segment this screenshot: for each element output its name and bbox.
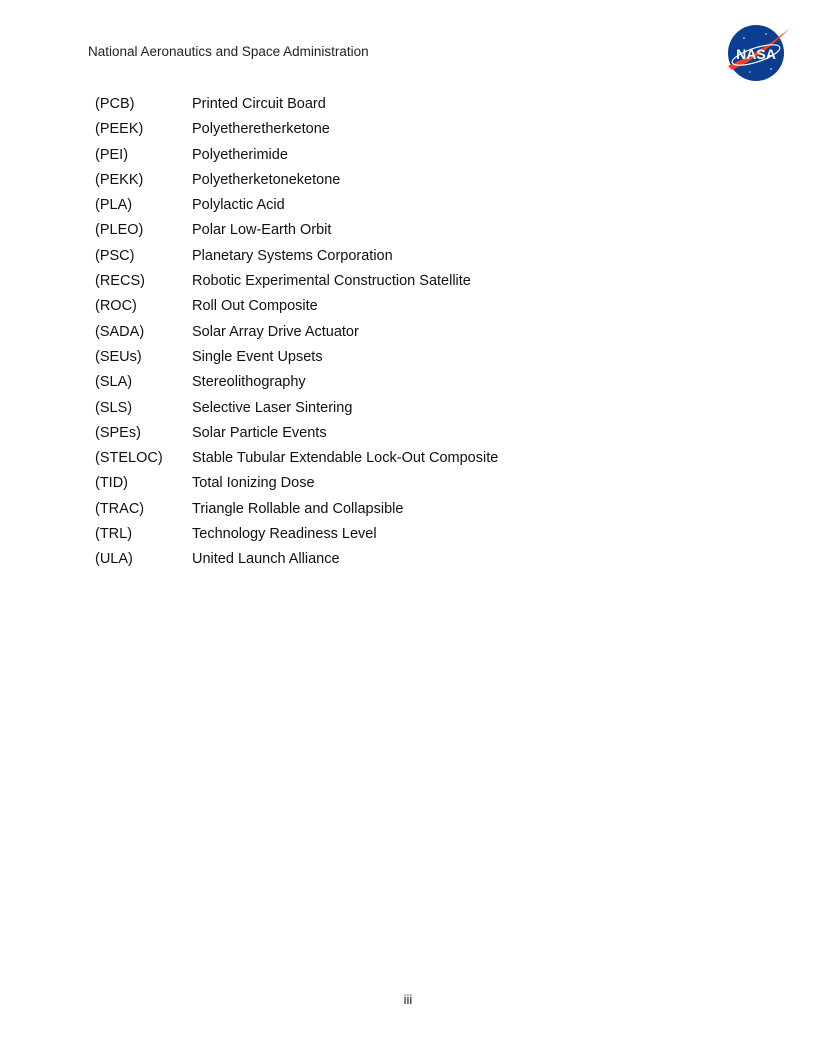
acronym-abbreviation: (TID) bbox=[95, 475, 129, 492]
acronym-definition: Technology Readiness Level bbox=[192, 526, 377, 543]
acronym-abbreviation: (SEUs) bbox=[95, 348, 142, 365]
acronym-definition: Solar Particle Events bbox=[192, 424, 327, 441]
acronym-row bbox=[95, 524, 655, 549]
acronym-row bbox=[95, 473, 655, 498]
acronym-row bbox=[95, 347, 655, 372]
acronym-row bbox=[95, 448, 655, 473]
acronym-definition: Polyetheretherketone bbox=[192, 121, 330, 138]
acronym-definition: United Launch Alliance bbox=[192, 551, 340, 568]
acronym-abbreviation: (ULA) bbox=[95, 551, 133, 568]
acronym-definition: Polyetherimide bbox=[192, 146, 288, 163]
acronym-definition: Solar Array Drive Actuator bbox=[192, 323, 359, 340]
acronym-definition: Planetary Systems Corporation bbox=[192, 247, 393, 264]
acronym-abbreviation: (STELOC) bbox=[95, 450, 163, 467]
acronym-definition: Total Ionizing Dose bbox=[192, 475, 315, 492]
logo-text: NASA bbox=[736, 46, 776, 62]
acronym-abbreviation: (RECS) bbox=[95, 273, 145, 290]
acronym-row bbox=[95, 549, 655, 574]
acronym-list bbox=[95, 94, 655, 575]
acronym-abbreviation: (SLS) bbox=[95, 399, 133, 416]
acronym-row bbox=[95, 296, 655, 321]
acronym-abbreviation: (SLA) bbox=[95, 374, 133, 391]
acronym-abbreviation: (TRL) bbox=[95, 526, 133, 543]
acronym-row bbox=[95, 499, 655, 524]
acronym-abbreviation: (PEEK) bbox=[95, 121, 144, 138]
acronym-definition: Polylactic Acid bbox=[192, 197, 285, 214]
acronym-row bbox=[95, 322, 655, 347]
acronym-definition: Single Event Upsets bbox=[192, 348, 323, 365]
acronym-abbreviation: (PEKK) bbox=[95, 171, 144, 188]
acronym-definition: Stable Tubular Extendable Lock-Out Composite bbox=[192, 450, 499, 467]
page-header-title: National Aeronautics and Space Administration bbox=[88, 44, 369, 59]
acronym-definition: Selective Laser Sintering bbox=[192, 399, 353, 416]
acronym-row bbox=[95, 398, 655, 423]
acronym-abbreviation: (ROC) bbox=[95, 298, 137, 315]
acronym-abbreviation: (TRAC) bbox=[95, 500, 145, 517]
acronym-abbreviation: (PEI) bbox=[95, 146, 129, 163]
acronym-row bbox=[95, 423, 655, 448]
acronym-abbreviation: (PLA) bbox=[95, 197, 133, 214]
acronym-definition: Stereolithography bbox=[192, 374, 306, 391]
acronym-abbreviation: (PCB) bbox=[95, 96, 135, 112]
acronym-abbreviation: (PSC) bbox=[95, 247, 135, 264]
acronym-row bbox=[95, 195, 655, 220]
acronym-abbreviation: (SPEs) bbox=[95, 424, 141, 441]
acronym-abbreviation: (SADA) bbox=[95, 323, 145, 340]
acronym-row bbox=[95, 119, 655, 144]
acronym-row bbox=[95, 246, 655, 271]
acronym-row bbox=[95, 220, 655, 245]
acronym-definition: Polar Low-Earth Orbit bbox=[192, 222, 332, 239]
acronym-definition: Robotic Experimental Construction Satellite bbox=[192, 273, 471, 290]
acronym-definition: Printed Circuit Board bbox=[192, 96, 326, 112]
acronym-definition: Triangle Rollable and Collapsible bbox=[192, 500, 404, 517]
acronym-row bbox=[95, 170, 655, 195]
nasa-logo bbox=[724, 22, 792, 84]
acronym-abbreviation: (PLEO) bbox=[95, 222, 144, 239]
acronym-definition: Polyetherketoneketone bbox=[192, 171, 341, 188]
acronym-row bbox=[95, 372, 655, 397]
page-number: iii bbox=[403, 992, 413, 1007]
acronym-row bbox=[95, 271, 655, 296]
acronym-row bbox=[95, 94, 655, 119]
acronym-row bbox=[95, 145, 655, 170]
acronym-definition: Roll Out Composite bbox=[192, 298, 318, 315]
